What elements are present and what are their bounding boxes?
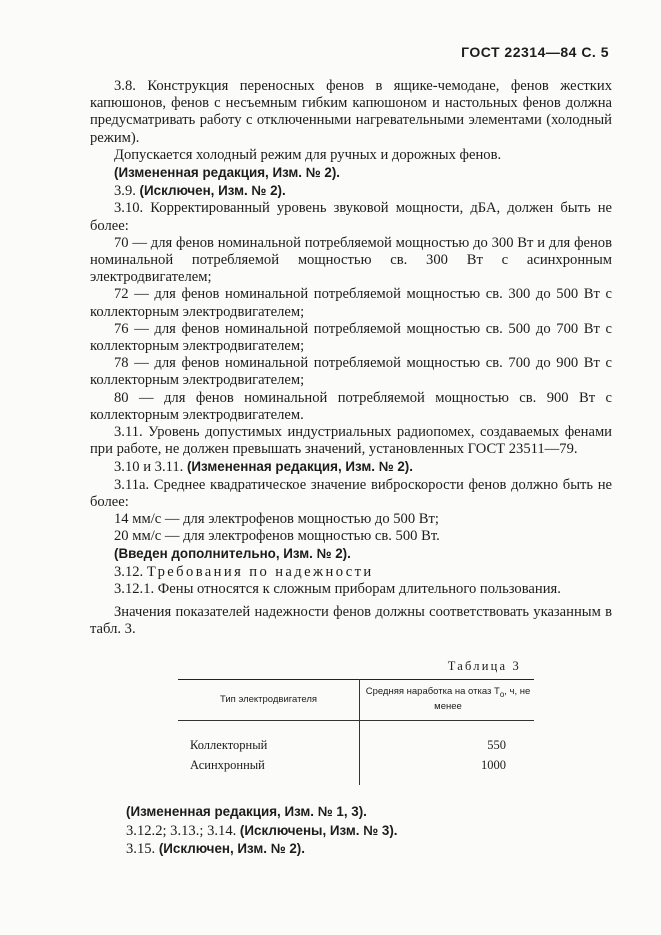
header-motor-type: Тип электродвигателя <box>219 694 318 705</box>
clause-number: 3.12. <box>114 563 147 580</box>
paragraph-3-12-2 <box>126 822 586 841</box>
table-caption: Таблица 3 <box>447 659 521 673</box>
table-cell-motor: Асинхронный <box>190 758 265 772</box>
paragraph-3-8: 3.8. Конструкция переносных фенов в ящике-чемодане, фенов жестких капюшонов, фенов с несъемным гибким капюшоном и настольных фенов должна предусматривать работу с отключенными нагревательными элементами (холодный режим). <box>90 78 612 146</box>
amendment-note <box>90 164 612 182</box>
paragraph-3-10-3-11 <box>90 458 612 476</box>
paragraph-3-11a: 3.11а. Среднее квадратическое значение виброскорости фенов должно быть не более: <box>90 476 612 510</box>
table-header-rule <box>178 720 534 721</box>
paragraph-3-10: 3.10. Корректированный уровень звуковой мощности, дБА, должен быть не более: <box>90 200 612 234</box>
table-top-rule <box>178 679 534 680</box>
excluded-note: (Исключены, Изм. № 3). <box>239 822 398 838</box>
excluded-note: (Исключен, Изм. № 2). <box>158 841 305 856</box>
body-text <box>90 78 612 639</box>
closing-notes <box>126 803 586 859</box>
section-heading: Требования по надежности <box>146 563 374 580</box>
table-cell-value: 1000 <box>481 758 506 772</box>
paragraph-3-11: 3.11. Уровень допустимых индустриальных радиопомех, создаваемых фенами при работе, не должен превышать значений, установленных ГОСТ 23511—79. <box>90 424 612 458</box>
paragraph-reliability: Значения показателей надежности фенов должны соответствовать указанным в табл. 3. <box>90 604 612 638</box>
noise-item-76: 76 — для фенов номинальной потребляемой мощностью св. 500 до 700 Вт с коллекторным электродвигателем; <box>90 320 612 355</box>
table-cell-value: 550 <box>487 738 506 752</box>
page-header: ГОСТ 22314—84 С. 5 <box>461 44 609 60</box>
vibration-item-14: 14 мм/с — для электрофенов мощностью до 500 Вт; <box>114 511 439 528</box>
excluded-note: (Исключен, Изм. № 2). <box>139 183 286 199</box>
reliability-table <box>178 679 534 785</box>
header-subscript: о <box>499 689 505 699</box>
header-mean-time <box>362 686 534 713</box>
paragraph-3-12-1: 3.12.1. Фены относятся к сложным приборам длительного пользования. <box>114 580 561 597</box>
vibration-item-20: 20 мм/с — для электрофенов мощностью св. 500 Вт. <box>114 528 440 545</box>
clause-number: 3.9. <box>114 183 140 200</box>
noise-item-72: 72 — для фенов номинальной потребляемой мощностью св. 300 до 500 Вт с коллекторным электродвигателем; <box>90 286 612 320</box>
paragraph-cold-mode: Допускается холодный режим для ручных и дорожных фенов. <box>114 146 502 163</box>
paragraph-3-12 <box>90 564 612 581</box>
amendment-text: (Измененная редакция, Изм. № 2). <box>114 165 341 181</box>
amendment-text: (Измененная редакция, Изм. № 2). <box>186 459 413 475</box>
noise-item-80: 80 — для фенов номинальной потребляемой мощностью св. 900 Вт с коллекторным электродвигателем. <box>90 389 612 423</box>
clause-number: 3.10 и 3.11. <box>114 459 187 476</box>
amendment-text: (Измененная редакция, Изм. № 1, 3). <box>126 804 367 819</box>
noise-item-78: 78 — для фенов номинальной потребляемой мощностью св. 700 до 900 Вт с коллекторным электродвигателем; <box>90 355 612 389</box>
header-mean-time-text: Средняя наработка на отказ T <box>365 686 500 697</box>
noise-item-70: 70 — для фенов номинальной потребляемой мощностью до 300 Вт и для фенов номинальной потребляемой мощностью св. 300 Вт с асинхронным электродвигателем; <box>90 234 612 286</box>
amendment-note-1-3 <box>126 803 586 822</box>
paragraph-3-15 <box>126 840 586 859</box>
clause-number: 3.12.2; 3.13.; 3.14. <box>126 822 240 839</box>
added-text: (Введен дополнительно, Изм. № 2). <box>114 546 351 562</box>
clause-number: 3.15. <box>126 841 159 857</box>
paragraph-3-9 <box>90 182 612 200</box>
header-unit: , ч, не менее <box>434 686 531 712</box>
table-cell-motor: Коллекторный <box>190 738 268 752</box>
added-note <box>90 545 612 563</box>
